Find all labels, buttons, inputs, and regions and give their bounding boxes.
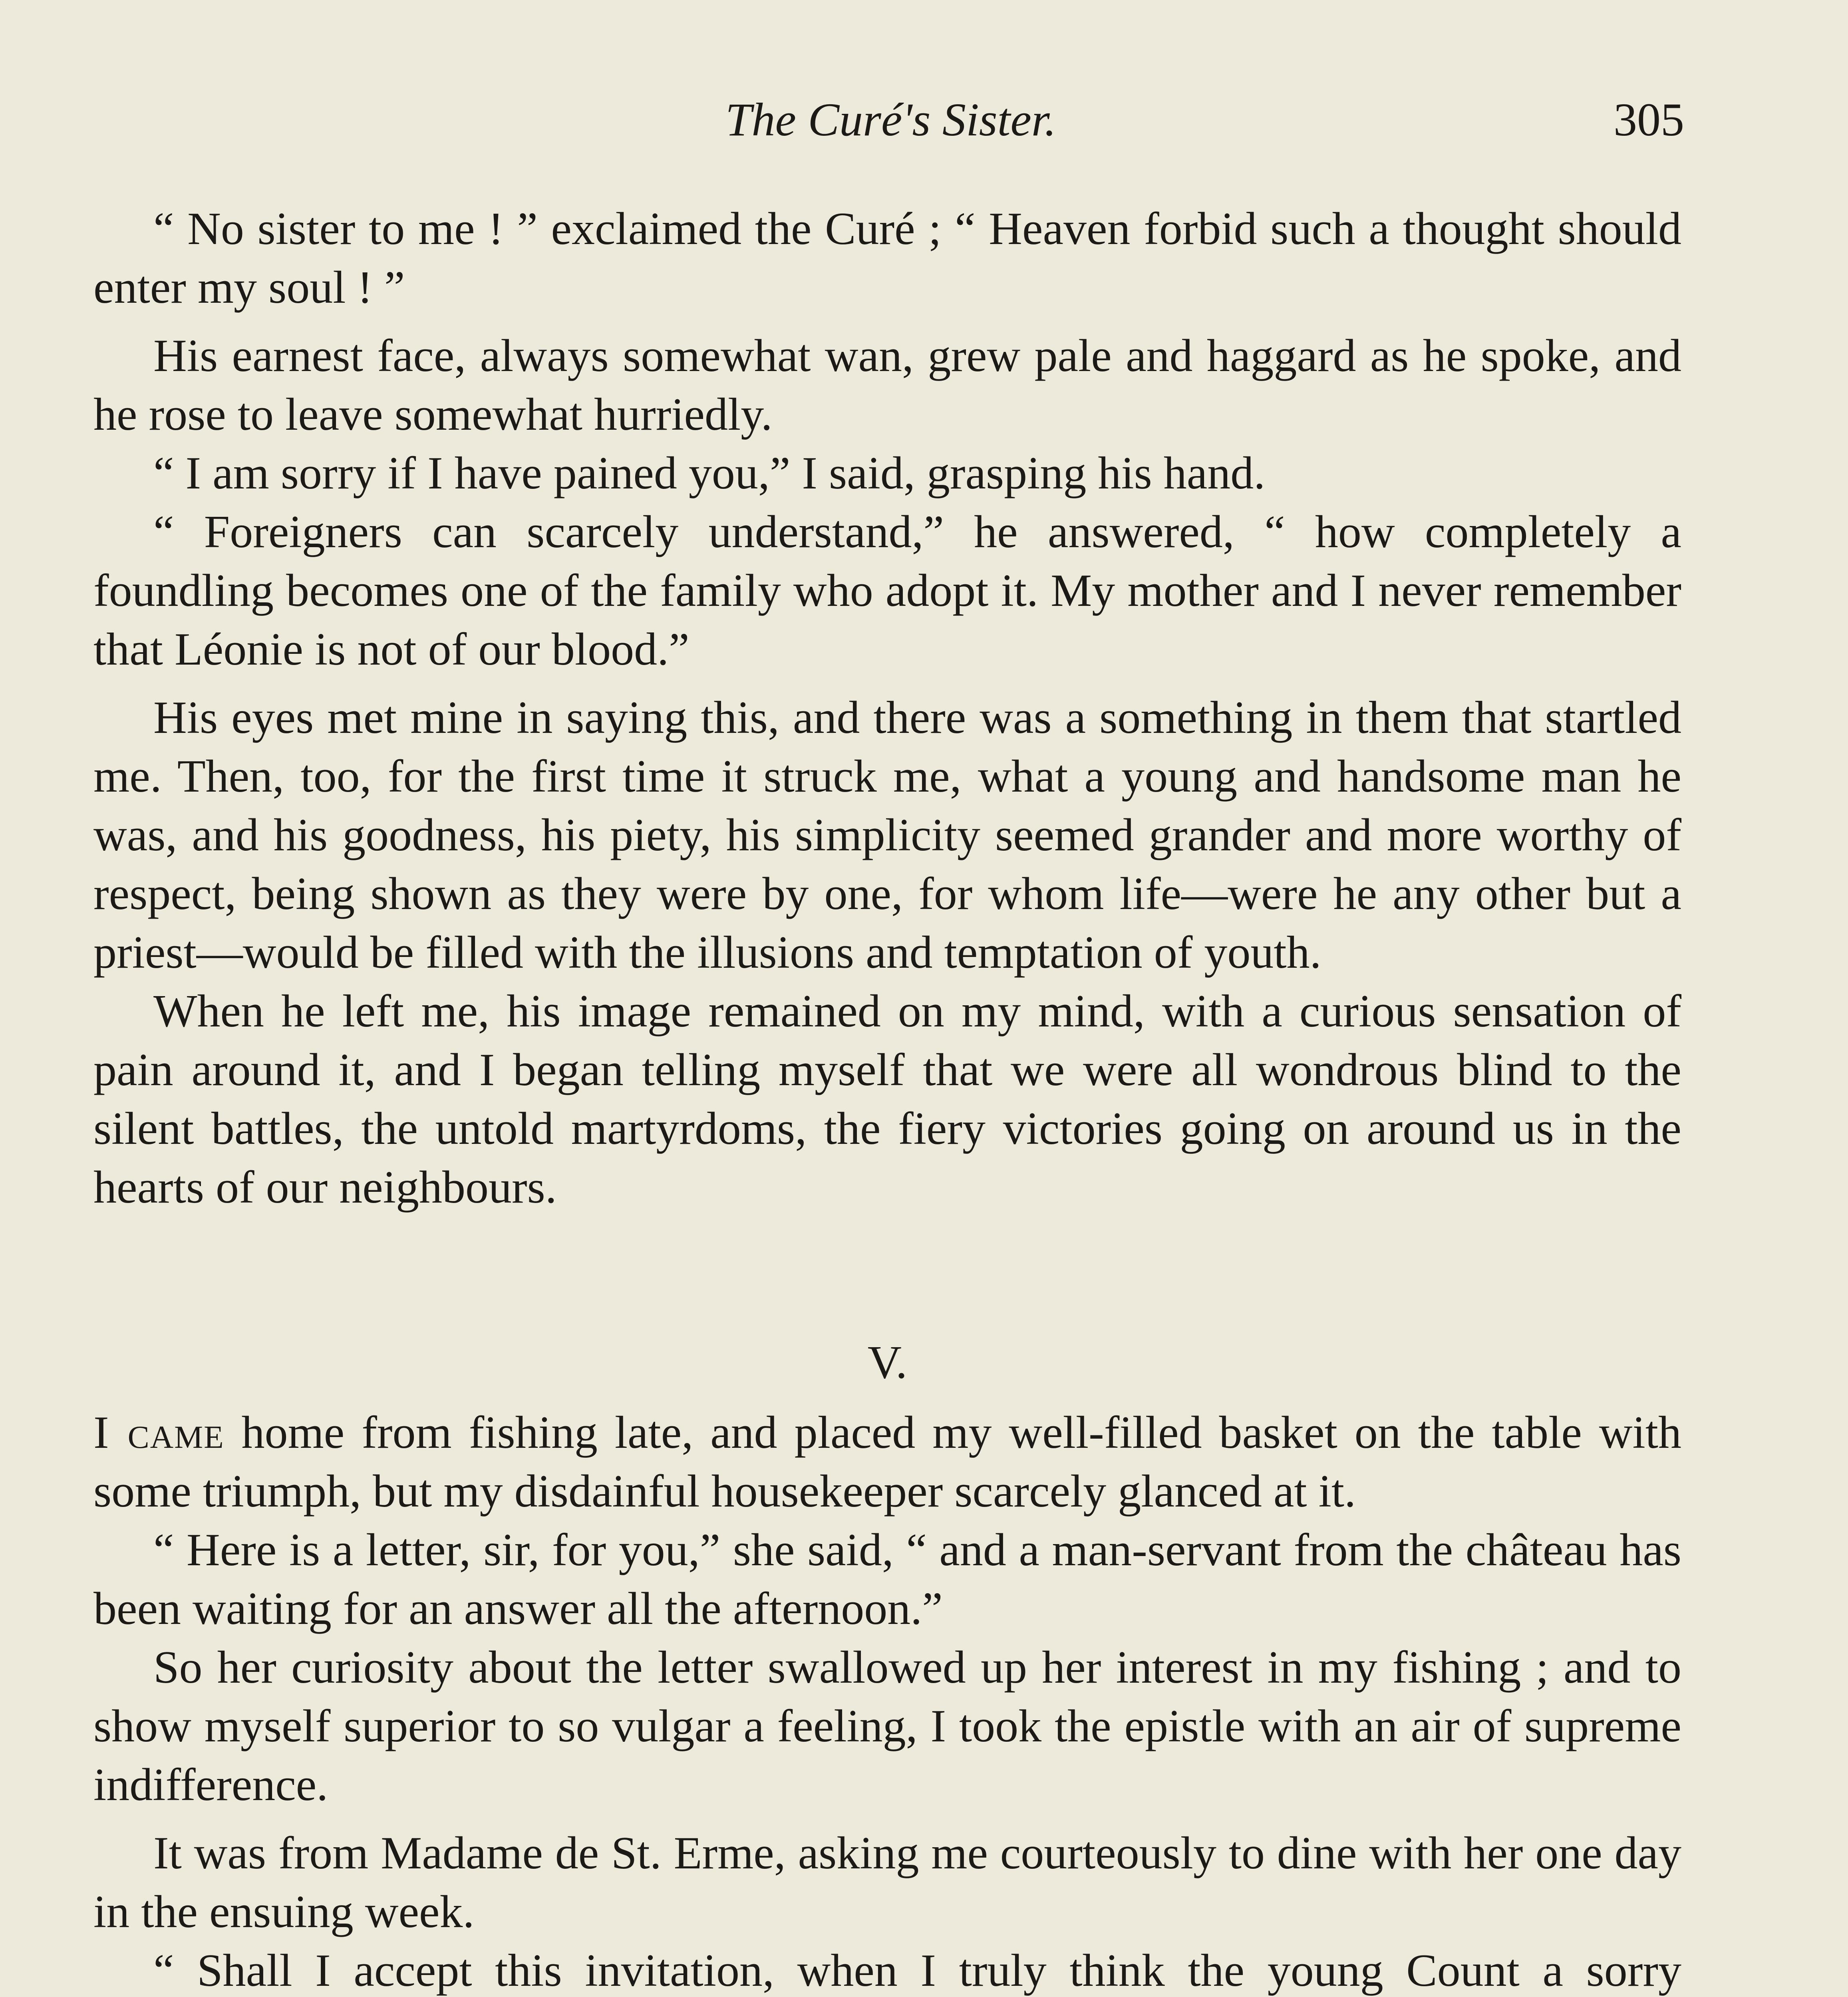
section-opening-paragraph: [93, 1403, 1681, 1521]
opening-rest: home from fishing late, and placed my well-filled basket on the table with some triumph, but my disdainful housekeeper scarcely glanced at it.: [93, 1407, 1682, 1517]
paragraph: “ No sister to me ! ” exclaimed the Curé ; “ Heaven forbid such a thought should enter my soul ! ”: [93, 203, 1681, 313]
page-number: 305: [1614, 93, 1684, 146]
body-text: [93, 200, 1681, 1997]
paragraph: When he left me, his image remained on my mind, with a curious sensation of pain around it, and I began telling myself that we were all wondrous blind to the silent battles, the untold martyrdoms, the fiery victories going on around us in the hearts of our neighbours.: [93, 986, 1681, 1213]
opening-words: I came: [93, 1407, 225, 1458]
paragraph: “ I am sorry if I have pained you,” I said, grasping his hand.: [153, 448, 1266, 499]
paragraph: “ Shall I accept this invitation, when I truly think the young Count a sorry: [153, 1945, 1681, 1996]
paragraph: “ Foreigners can scarcely understand,” he answered, “ how completely a foundling becomes one of the family who adopt it. My mother and I never remember that Léonie is not of our blood.”: [93, 506, 1681, 675]
running-title: The Curé's Sister.: [725, 93, 1057, 146]
paragraph: It was from Madame de St. Erme, asking me courteously to dine with her one day in the ensuing week.: [93, 1828, 1681, 1937]
paragraph: His eyes met mine in saying this, and there was a something in them that startled me. Then, too, for the first time it struck me, what a young and handsome man he was, and his goodness, his piety, his simplicity seemed grander and more worthy of respect, being shown as they were by one, for whom life—were he any other but a priest—would be filled with the illusions and temptation of youth.: [93, 692, 1681, 978]
section-heading: V.: [867, 1336, 908, 1388]
paragraph: So her curiosity about the letter swallowed up her interest in my fishing ; and to show myself superior to so vulgar a feeling, I took the epistle with an air of supreme indifference.: [93, 1642, 1681, 1810]
paragraph: His earnest face, always somewhat wan, grew pale and haggard as he spoke, and he rose to leave somewhat hurriedly.: [93, 330, 1681, 440]
paragraph: “ Here is a letter, sir, for you,” she said, “ and a man-servant from the château has been waiting for an answer all the afternoon.”: [93, 1525, 1681, 1634]
